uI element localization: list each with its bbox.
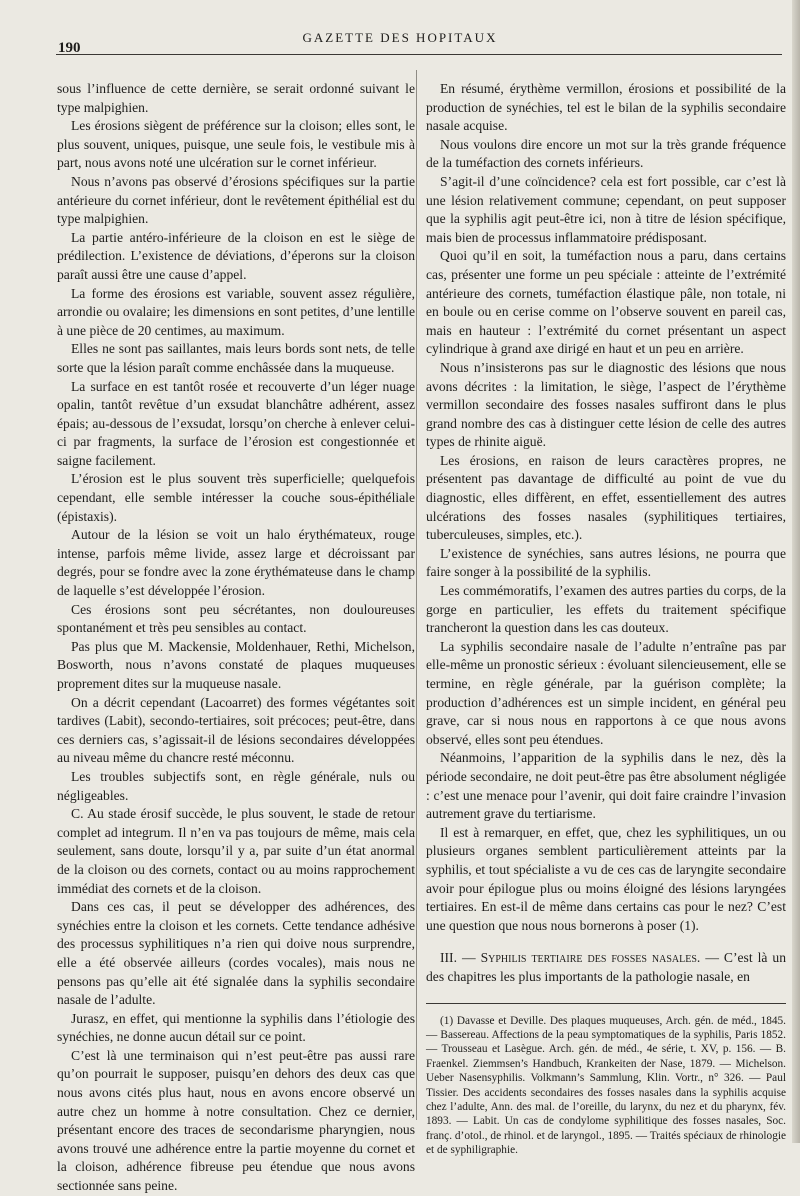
running-title: GAZETTE DES HOPITAUX xyxy=(302,30,498,45)
paragraph: S’agit-il d’une coïncidence? cela est fort possible, car c’est là une lésion relativement commune; cependant, on peut supposer que la syphilis agit peut-être ici, non à titre de lésion spécifique, mais bien de processus inflammatoire prédisposant. xyxy=(426,173,786,245)
page-header xyxy=(0,28,800,56)
footnotes xyxy=(426,1014,786,1158)
right-column xyxy=(426,80,786,1158)
paragraph: La partie antéro-inférieure de la cloison en est le siège de prédilection. L’existence de déviations, d’éperons sur la cloison paraît aussi être une cause d’appel. xyxy=(57,229,415,282)
paragraph: Dans ces cas, il peut se développer des adhérences, des synéchies entre la cloison et les cornets. Cette tendance adhésive des processus syphilitiques n’a rien qui doive nous surprendre, elle a été observée ailleurs (cordes vocales), mais nous ne pensons pas qu’elle ait été signalée dans la syphilis secondaire nasale de l’adulte. xyxy=(57,899,415,1008)
left-column xyxy=(57,80,415,1196)
paragraph: Nous n’avons pas observé d’érosions spécifiques sur la partie antérieure du cornet inférieur, dont le revêtement épithélial est du type malpighien. xyxy=(57,173,415,227)
header-rule xyxy=(56,54,782,55)
page-number: 190 xyxy=(58,40,81,56)
section-heading-paragraph xyxy=(426,949,786,986)
paragraph: C’est là une terminaison qui n’est peut-être pas aussi rare qu’on pourrait le supposer, puisqu’en dehors des deux cas que nous avons cités plus haut, nous en avons encore observé un autre chez un homme à notre consultation. Chez ce dernier, présentant encore des traces de secondarisme pharyngien, nous avons trouvé une adhérence entre la partie moyenne du cornet et la cloison, adhérence fibreuse peu étendue que nous avons sectionnée sans peine. xyxy=(57,1047,415,1194)
paragraph: Néanmoins, l’apparition de la syphilis dans le nez, dès la période secondaire, ne doit peut-être pas être absolument négligée : c’est une menace pour l’avenir, qui doit faire craindre l’invasion autrement grave du tertiarisme. xyxy=(426,750,786,822)
paragraph: Jurasz, en effet, qui mentionne la syphilis dans l’étiologie des synéchies, ne donne aucun détail sur ce point. xyxy=(57,1010,415,1045)
section-title: Syphilis tertiaire des fosses nasales. xyxy=(480,950,701,966)
paragraph: La forme des érosions est variable, souvent assez régulière, arrondie ou ovalaire; les dimensions en sont petites, d’une lentille à une pièce de 20 centimes, au maximum. xyxy=(57,285,415,338)
paragraph: C. Au stade érosif succède, le plus souvent, le stade de retour complet ad integrum. Il n’en va pas toujours de même, mais cela seulement, sans doute, lorsqu’il y a, par suite d’un état anormal de la cloison ou des cornets, contact ou au moins rapprochement immédiat des cornets et de la cloison. xyxy=(57,806,415,896)
paragraph: Ces érosions sont peu sécrétantes, non douloureuses spontanément et très peu sensibles au contact. xyxy=(57,601,415,636)
paragraph: On a décrit cependant (Lacoarret) des formes végétantes soit tardives (Labit), secondo-tertiaires, soit précoces; peut-être, dans ces derniers cas, s’agissait-il de lésions secondaires développées au niveau même du chancre resté méconnu. xyxy=(57,694,415,766)
paragraph: sous l’influence de cette dernière, se serait ordonné suivant le type malpighien. xyxy=(57,81,415,115)
column-divider xyxy=(416,70,417,1120)
paragraph: Les érosions, en raison de leurs caractères propres, ne présentent pas davantage de difficulté au point de vue du diagnostic, elles diffèrent, en effet, essentiellement des autres ulcérations des fosses nasales (syphilitiques tertiaires, tuberculeuses, simples, etc.). xyxy=(426,452,786,543)
paragraph: Les commémoratifs, l’examen des autres parties du corps, de la gorge en particulier, les effets du traitement spécifique trancheront la question dans les cas douteux. xyxy=(426,583,786,636)
paragraph: Autour de la lésion se voit un halo érythémateux, rouge intense, parfois même livide, assez large et décroissant par degrés, pour se fondre avec la zone érythémateuse dans le champ de laquelle s’est développée l’érosion. xyxy=(57,527,415,599)
paragraph: Nous n’insisterons pas sur le diagnostic des lésions que nous avons décrites : la limitation, le siège, l’aspect de l’érythème vermillon secondaire des fosses nasales suffiront dans le plus grand nombre des cas à distinguer cette lésion de celle des autres types de rhinite aiguë. xyxy=(426,359,786,450)
paragraph: En résumé, érythème vermillon, érosions et possibilité de la production de synéchies, tel est le bilan de la syphilis secondaire nasale acquise. xyxy=(426,81,786,134)
paragraph: Pas plus que M. Mackensie, Moldenhauer, Rethi, Michelson, Bosworth, nous n’avons constaté de plaques muqueuses proprement dites sur la muqueuse nasale. xyxy=(57,638,415,691)
paragraph: La surface en est tantôt rosée et recouverte d’un léger nuage opalin, tantôt revêtue d’un exsudat blanchâtre adhérent, assez épais; au-dessous de l’exsudat, lorsqu’on cherche à enlever celui-ci par fragments, la surface de l’érosion est congestionnée et saigne facilement. xyxy=(57,378,415,468)
paragraph: La syphilis secondaire nasale de l’adulte n’entraîne pas par elle-même un pronostic sérieux : évoluant silencieusement, elle se termine, en règle générale, par la guérison complète; la production d’adhérences est un simple incident, en général peu grave, car si nous nous en rapportons à ce que nous avons observé, elles sont peu étendues. xyxy=(426,638,786,747)
paragraph: Les érosions siègent de préférence sur la cloison; elles sont, le plus souvent, uniques, puisque, une seule fois, le vestibule mis à part, nous avons noté une ulcération sur le cornet inférieur. xyxy=(57,118,415,171)
paragraph: Nous voulons dire encore un mot sur la très grande fréquence de la tuméfaction des cornets inférieurs. xyxy=(426,136,786,171)
footnote: (1) Davasse et Deville. Des plaques muqueuses, Arch. gén. de méd., 1845.— Bassereau. Affections de la peau symptomatiques de la syphilis, Paris 1852. — Trousseau et Lasègue. Arch. gén. de méd., 4e série, t. XV, p. 156. — B. Fraenkel. Ziemmsen’s Handbuch, Krankeiten der Nase, 1879. — Michelson. Ueber Nasensyphilis. Volkmann’s Sammlung, Klin. Vortr., n° 326. — Paul Tissier. Des accidents secondaires des fosses nasales dans la syphilis acquise chez l’adulte, Ann. des mal. de l’oreille, du larynx, du nez et du pharynx, fév. 1893. — Labit. Un cas de condylome syphilitique des fosses nasales, Soc. franç. d’otol., de rhinol. et de laryngol., 1895. — Traités spéciaux de rhinologie et de syphiligraphie. xyxy=(426,1014,786,1157)
paragraph: Elles ne sont pas saillantes, mais leurs bords sont nets, de telle sorte que la lésion paraît comme enchâssée dans la muqueuse. xyxy=(57,341,415,375)
paragraph: Les troubles subjectifs sont, en règle générale, nuls ou négligeables. xyxy=(57,768,415,803)
page-edge xyxy=(792,0,800,1143)
paragraph: Quoi qu’il en soit, la tuméfaction nous a paru, dans certains cas, présenter une forme un peu spéciale : atteinte de l’extrémité antérieure des cornets, tuméfaction élastique pâle, non totale, ni en boule ou en cerise comme on l’observe souvent en pareil cas, mais en hauteur : l’extrémité du cornet présentant un aspect cylindrique à grand axe dirigé en haut et un peu en arrière. xyxy=(426,248,786,357)
paragraph: L’existence de synéchies, sans autres lésions, ne pourra que faire songer à la possibilité de la syphilis. xyxy=(426,545,786,580)
section-numeral: III. — xyxy=(440,950,476,966)
footnote-rule xyxy=(426,1003,786,1004)
paragraph: L’érosion est le plus souvent très superficielle; quelquefois cependant, elle semble intéresser la couche sous-épithéliale (épistaxis). xyxy=(57,471,415,524)
section-text: — C’est là un des chapitres les plus importants de la pathologie nasale, en xyxy=(426,950,786,984)
paragraph: Il est à remarquer, en effet, que, chez les syphilitiques, un ou plusieurs organes semblent particulièrement atteints par la syphilis, et tout spécialiste a vu de ces cas de laryngite secondaire avoir pour épilogue plus ou moins éloigné des lésions laryngées tertiaires. En est-il de même dans certains cas pour le nez? C’est une question que nous nous bornerons à poser (1). xyxy=(426,824,786,933)
